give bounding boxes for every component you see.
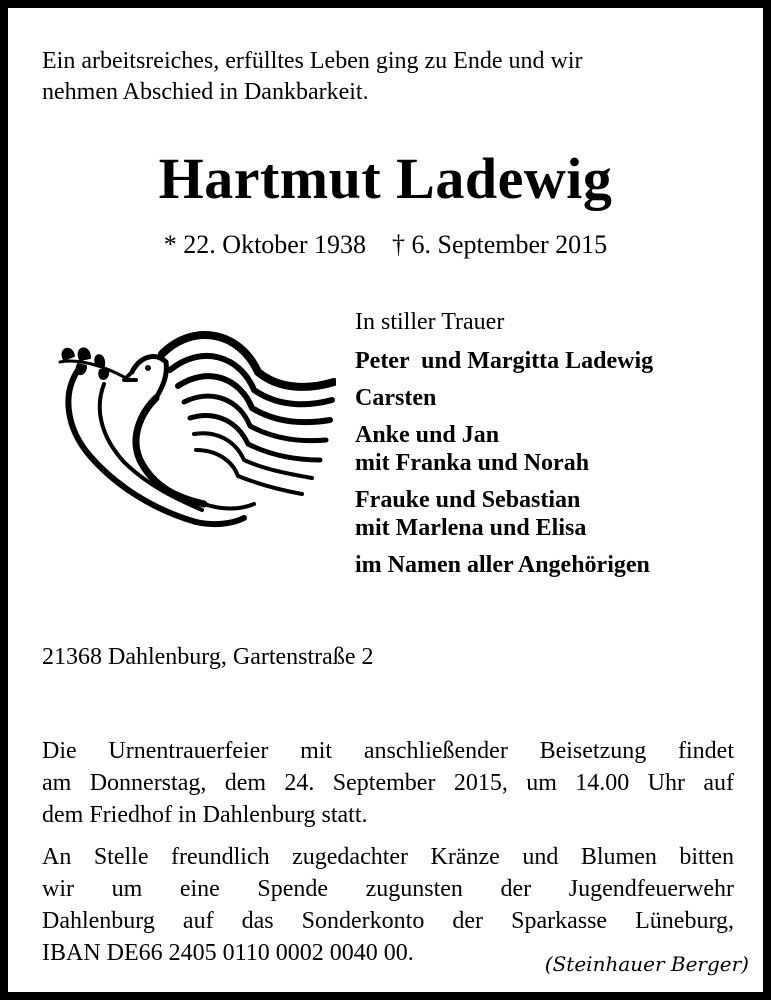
mourner-group	[355, 421, 745, 477]
mourner-group	[355, 384, 745, 412]
mourner-line: Carsten	[355, 385, 437, 411]
intro-line: Ein arbeitsreiches, erfülltes Leben ging zu Ende und wir	[42, 48, 583, 74]
mourning-lead: In stiller Trauer	[355, 309, 505, 335]
mourner-line: im Namen aller Angehörigen	[355, 552, 650, 578]
mourner-line: Peter und Margitta Ladewig	[355, 348, 654, 374]
service-line: dem Friedhof in Dahlenburg statt.	[42, 802, 368, 828]
mourners-list	[355, 307, 745, 588]
service-line: Die Urnentrauerfeier mit anschließender Beisetzung findet	[42, 738, 734, 764]
donation-line: An Stelle freundlich zugedachter Kränze und Blumen bitten	[42, 844, 734, 870]
service-line: am Donnerstag, dem 24. September 2015, um 14.00 Uhr auf	[42, 770, 734, 796]
mourner-group	[355, 347, 745, 375]
death-date: † 6. September 2015	[392, 230, 608, 259]
donation-line: Dahlenburg auf das Sonderkonto der Sparkasse Lüneburg,	[42, 908, 734, 934]
mourner-line: mit Franka und Norah	[355, 450, 590, 476]
designer-signature: (Steinhauer Berger)	[544, 952, 749, 976]
service-announcement	[42, 735, 734, 831]
mourner-group	[355, 486, 745, 542]
life-dates	[8, 229, 763, 261]
mourner-line: Anke und Jan	[355, 422, 500, 448]
intro-text	[42, 46, 742, 108]
donation-line: IBAN DE66 2405 0110 0002 0040 00.	[42, 940, 414, 966]
intro-line: nehmen Abschied in Dankbarkeit.	[42, 79, 369, 105]
family-address: 21368 Dahlenburg, Gartenstraße 2	[42, 644, 374, 670]
mourner-group	[355, 551, 745, 579]
donation-line: wir um eine Spende zugunsten der Jugendfeuerwehr	[42, 876, 734, 902]
birth-date: * 22. Oktober 1938	[163, 230, 366, 259]
mourner-line: mit Marlena und Elisa	[355, 515, 587, 541]
donation-request	[42, 841, 734, 969]
mourner-line: Frauke und Sebastian	[355, 487, 581, 513]
deceased-name: Hartmut Ladewig	[158, 146, 613, 211]
dove-icon	[44, 314, 336, 530]
